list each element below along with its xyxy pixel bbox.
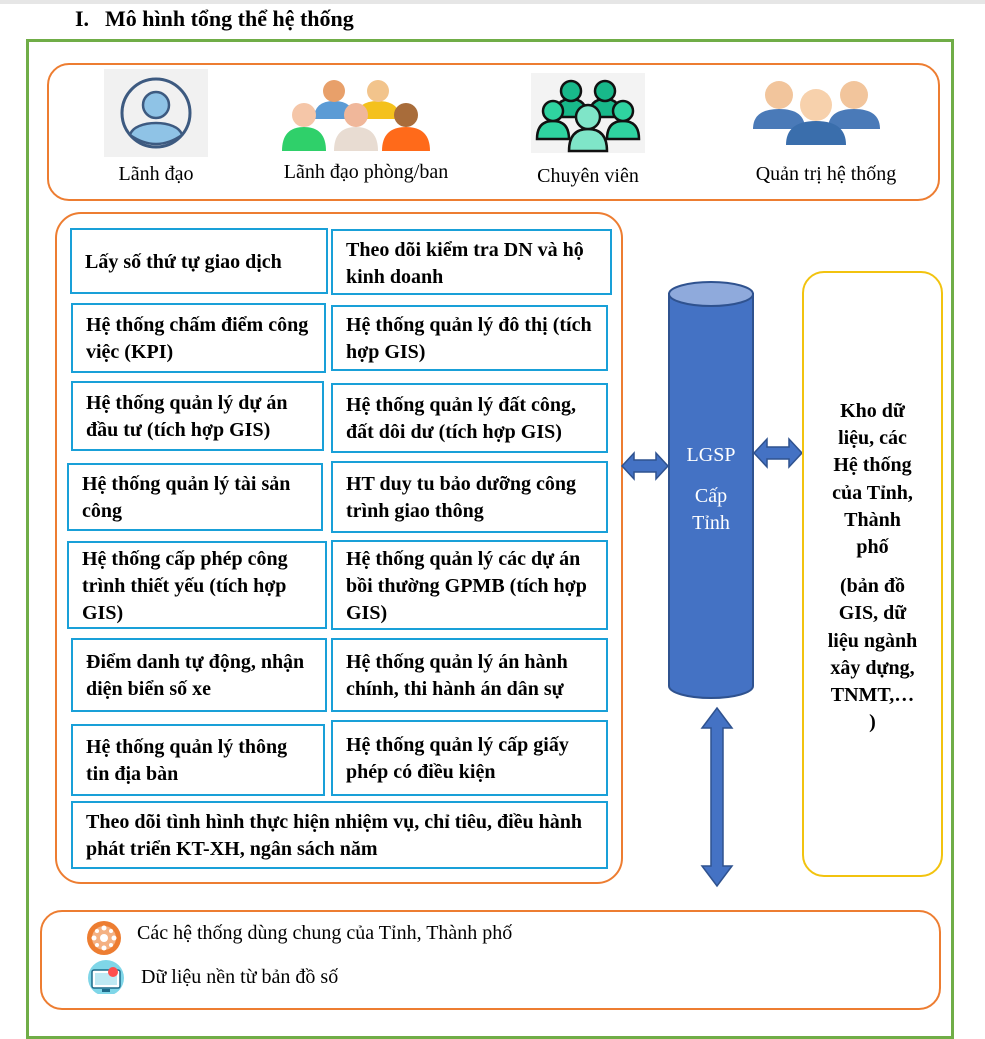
lgsp-level-1: Cấp xyxy=(694,485,728,507)
lgsp-spacer xyxy=(668,469,754,483)
system-box-road-maintenance: HT duy tu bảo dưỡng công trình giao thông xyxy=(331,461,608,533)
systems-lgsp-arrow xyxy=(620,450,670,482)
user-label-specialist: Chuyên viên xyxy=(537,165,639,187)
system-box-administrative-cases: Hệ thống quản lý án hành chính, thi hành án dân sự xyxy=(331,638,608,712)
digital-map-data-icon xyxy=(84,960,128,994)
system-box-public-land: Hệ thống quản lý đất công, đất dôi dư (tích hợp GIS) xyxy=(331,383,608,453)
lgsp-warehouse-arrow xyxy=(752,436,804,470)
system-box-area-information: Hệ thống quản lý thông tin địa bàn xyxy=(71,724,325,796)
shared-systems-icon xyxy=(82,920,126,956)
lgsp-label xyxy=(668,442,754,537)
lgsp-level-2: Tỉnh xyxy=(692,512,730,534)
system-box-plate-recognition: Điểm danh tự động, nhận diện biển số xe xyxy=(71,638,327,712)
system-box-essential-works-permit: Hệ thống cấp phép công trình thiết yếu (tích hợp GIS) xyxy=(67,541,327,629)
single-user-icon xyxy=(104,69,208,157)
green-group-icon xyxy=(531,73,645,153)
warehouse-note-line: (bản đồ xyxy=(839,575,906,598)
warehouse-line: Hệ thống xyxy=(833,454,912,477)
system-box-transaction-queue: Lấy số thứ tự giao dịch xyxy=(70,228,328,294)
colorful-group-icon xyxy=(282,79,430,151)
system-box-business-inspection: Theo dõi kiểm tra DN và hộ kinh doanh xyxy=(331,229,612,295)
system-box-kpi: Hệ thống chấm điểm công việc (KPI) xyxy=(71,303,326,373)
section-number: I. xyxy=(75,6,90,31)
user-label-department-leader: Lãnh đạo phòng/ban xyxy=(283,161,449,183)
warehouse-note-line: liệu ngành xyxy=(827,629,918,652)
system-box-urban-management: Hệ thống quản lý đô thị (tích hợp GIS) xyxy=(331,305,608,371)
warehouse-note-line: xây dựng, xyxy=(830,656,915,679)
section-title: Mô hình tổng thể hệ thống xyxy=(105,6,354,31)
system-box-conditional-licenses: Hệ thống quản lý cấp giấy phép có điều kiện xyxy=(331,720,608,796)
system-box-public-assets: Hệ thống quản lý tài sản công xyxy=(67,463,323,531)
warehouse-line: phố xyxy=(856,536,889,559)
data-warehouse-text xyxy=(806,398,939,736)
legend-label-shared-systems: Các hệ thống dùng chung của Tỉnh, Thành phố xyxy=(137,922,513,944)
system-box-socioeconomic-tracking: Theo dõi tình hình thực hiện nhiệm vụ, chỉ tiêu, điều hành phát triển KT-XH, ngân sách năm xyxy=(71,801,608,869)
top-divider xyxy=(0,0,985,4)
legend-label-map-data: Dữ liệu nền từ bản đồ số xyxy=(141,966,339,988)
warehouse-note-line: GIS, dữ xyxy=(838,602,907,625)
warehouse-line: của Tỉnh, xyxy=(832,481,913,504)
system-box-compensation-projects: Hệ thống quản lý các dự án bồi thường GPMB (tích hợp GIS) xyxy=(331,540,608,630)
blue-group-icon xyxy=(753,79,880,145)
page-title xyxy=(75,6,354,32)
warehouse-line: Thành xyxy=(844,508,901,531)
warehouse-spacer xyxy=(806,561,939,573)
warehouse-line: Kho dữ xyxy=(840,400,905,422)
lgsp-title: LGSP xyxy=(686,444,736,466)
warehouse-line: liệu, các xyxy=(838,427,907,450)
user-label-system-admin: Quản trị hệ thống xyxy=(755,163,897,185)
system-box-investment-projects: Hệ thống quản lý dự án đầu tư (tích hợp GIS) xyxy=(71,381,324,451)
user-label-leader: Lãnh đạo xyxy=(118,163,194,185)
warehouse-note-line: ) xyxy=(869,711,876,734)
lgsp-vertical-arrow xyxy=(700,706,734,888)
warehouse-note-line: TNMT,… xyxy=(830,684,915,707)
